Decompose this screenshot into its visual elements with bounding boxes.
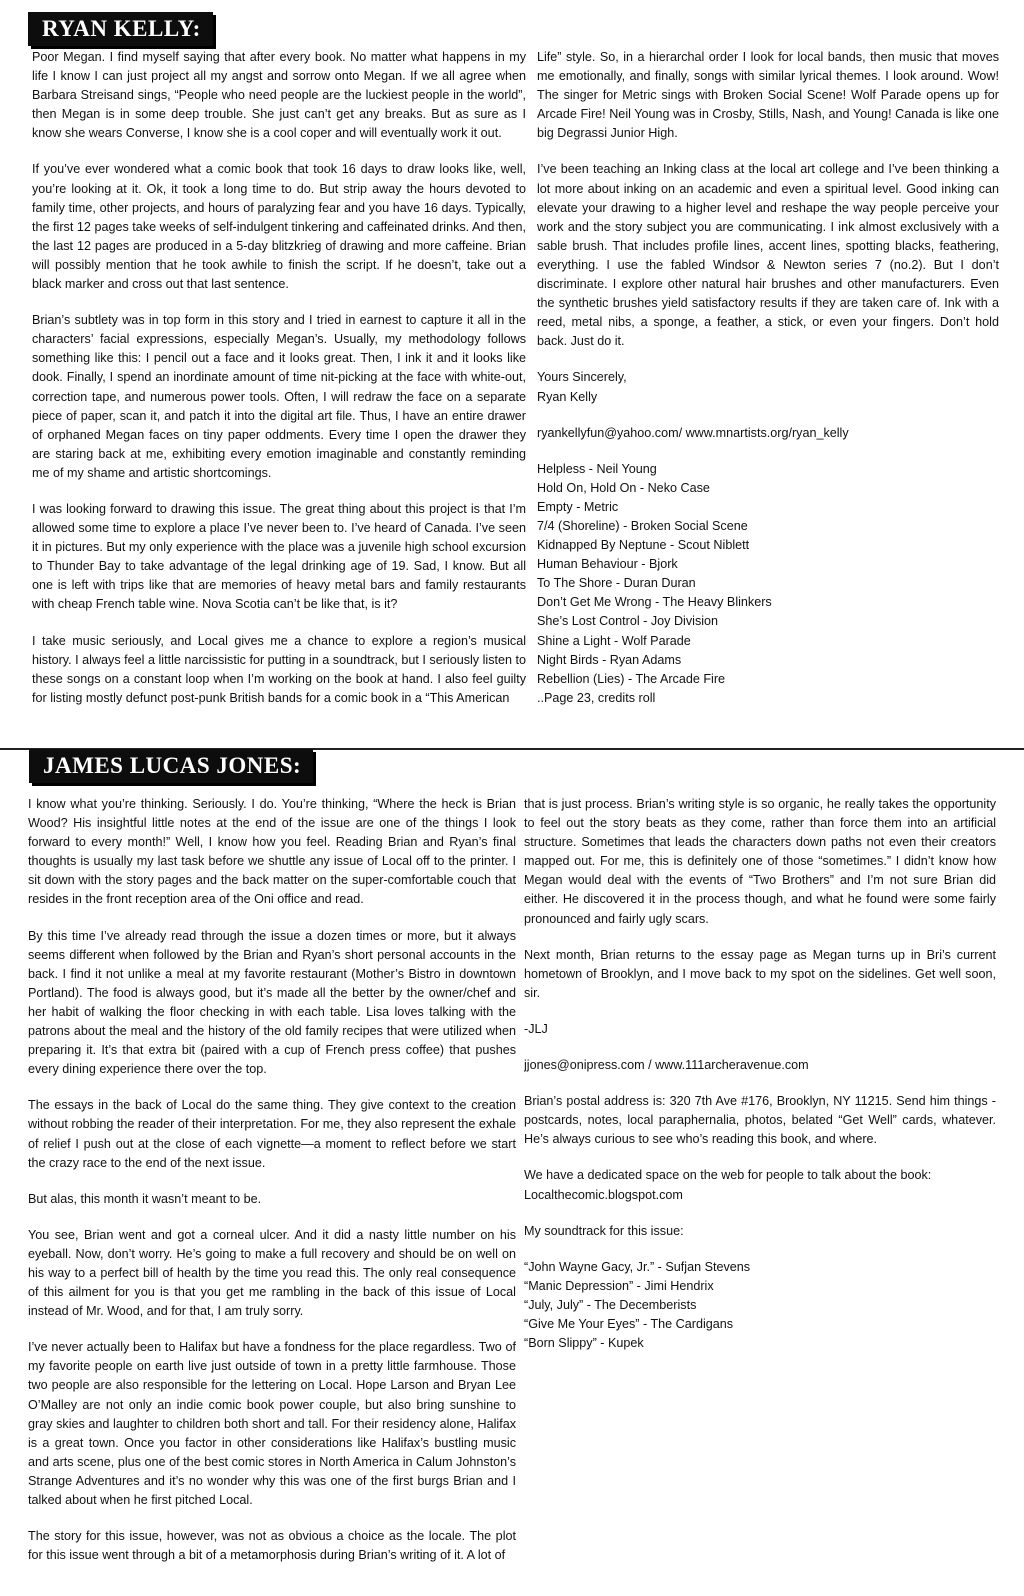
soundtrack-item: Shine a Light - Wolf Parade (537, 633, 691, 648)
soundtrack-item: Don’t Get Me Wrong - The Heavy Blinkers (537, 595, 772, 610)
soundtrack-item: “Born Slippy” - Kupek (524, 1336, 644, 1351)
soundtrack-item: ..Page 23, credits roll (537, 690, 656, 705)
soundtrack-item: “Give Me Your Eyes” - The Cardigans (524, 1316, 734, 1331)
ryan-kelly-section (0, 0, 1024, 740)
web-intro: We have a dedicated space on the web for people to talk about the book: (524, 1168, 932, 1183)
james-soundtrack-intro: My soundtrack for this issue: (524, 1223, 684, 1238)
james-paragraph: Next month, Brian returns to the essay page as Megan turns up in Bri’s current hometown of Brooklyn, and I move back to my spot on the sidelines. Get well soon, sir. (524, 947, 996, 1000)
postal-address: Brian’s postal address is: 320 7th Ave #176, Brooklyn, NY 11215. Send him things - postcards, notes, local paraphernalia, photos, belated “Get Well” cards, whatever. He’s always curious to see who’s reading this book, and where. (524, 1094, 996, 1147)
james-lucas-jones-section (0, 740, 1024, 1596)
ryan-paragraph: I was looking forward to drawing this issue. The great thing about this project is that I’m allowed some time to explore a place I’ve never been to. I’ve heard of Canada. I’ve seen it in pictures. But my only experience with the place was a juvenile high school excursion to Thunder Bay to take advantage of the legal drinking age of 19. Sad, I know. But all one is left with trips like that are memories of heavy metal bars and family restaurants with cheap French table wine. Nova Scotia can’t be like that, is it? (32, 501, 526, 612)
james-paragraph: You see, Brian went and got a corneal ulcer. And it did a nasty little number on his eyeball. Now, don’t worry. He’s going to make a full recovery and should be on well on his way to a perfect bill of health by the time you read this. The only real consequence of this ailment for you is that you get me rambling in the back of this issue of Local instead of Mr. Wood, and for that, I am truly sorry. (28, 1227, 516, 1319)
james-paragraph: I know what you’re thinking. Seriously. I do. You’re thinking, “Where the heck is Brian Wood? His insightful little notes at the end of the issue are one of the things I look forward to every month!” Well, I know how you feel. Reading Brian and Ryan’s final thoughts is usually my last task before we shuttle any issue of Local off to the printer. I sit down with the story pages and the back matter on the super-comfortable couch that resides in the front reception area of the Oni office and read. (28, 797, 516, 907)
ryan-contact-link[interactable]: ryankellyfun@yahoo.com/ www.mnartists.org/ryan_kelly (537, 425, 849, 440)
james-paragraph: I’ve never actually been to Halifax but have a fondness for the place regardless. Two of my favorite people on earth live just outside of town in a pretty little farmhouse. Those two people are also responsible for the lettering on Local. Hope Larson and Bryan Lee O’Malley are not only an indie comic book power couple, but also bring sunshine to gray skies and laughter to children both short and tall. For their residency alone, Halifax is a great town. Once you factor in other considerations like Halifax’s bustling music and arts scene, plus one of the best comic stores in North America in Calum Johnston’s Strange Adventures and it’s no wonder why this was one of the first burgs Brian and I talked about when he first pitched Local. (28, 1340, 516, 1507)
james-left-column (28, 795, 516, 1593)
james-paragraph: But alas, this month it wasn’t meant to be. (28, 1191, 262, 1206)
ryan-soundtrack-list (537, 460, 999, 708)
web-space (524, 1166, 996, 1204)
james-paragraph: The essays in the back of Local do the same thing. They give context to the creation without robbing the reader of their interpretation. For me, they also represent the exhale of relief I push out at the close of each vignette—a moment to reflect before we start the crazy race to the end of the next issue. (28, 1098, 516, 1170)
james-paragraph: that is just process. Brian’s writing style is so organic, he really takes the opportunity to feel out the story beats as they come, rather than force them into an artificial structure. Sometimes that leads the characters down paths not even their creators mapped out. For me, this is definitely one of those “sometimes.” I didn’t know how Megan would deal with the events of “Two Brothers” and I’m not sure Brian did either. He discovered it in the process though, and what he found were some fairly pronounced and fairly ugly scars. (524, 797, 996, 926)
soundtrack-item: Empty - Metric (537, 499, 619, 514)
ryan-left-column (32, 48, 526, 738)
soundtrack-item: Helpless - Neil Young (537, 461, 657, 476)
soundtrack-item: “Manic Depression” - Jimi Hendrix (524, 1278, 714, 1293)
soundtrack-item: She’s Lost Control - Joy Division (537, 614, 719, 629)
james-contact-link[interactable]: jjones@onipress.com / www.111archeravenue.com (524, 1058, 809, 1073)
james-lucas-jones-heading (29, 749, 313, 783)
soundtrack-item: 7/4 (Shoreline) - Broken Social Scene (537, 518, 748, 533)
ryan-paragraph: I’ve been teaching an Inking class at the local art college and I’ve been thinking a lot more about inking on an academic and even a spiritual level. Good inking can elevate your drawing to a higher level and reshape the way people perceive your work and the story subject you are communicating. I ink almost exclusively with a sable brush. That includes profile lines, accent lines, spotting blacks, feathering, everything. I use the fabled Windsor & Newton series 7 (no.2). But I don’t discriminate. I explore other natural hair brushes and other manufacturers. Even the synthetic brushes yield satisfactory results if they are taken care of. Ink with a reed, metal nibs, a sponge, a feather, a stick, or even your fingers. Don’t hold back. Just do it. (537, 162, 999, 349)
james-paragraph: The story for this issue, however, was not as obvious a choice as the locale. The plot for this issue went through a bit of a metamorphosis during Brian’s writing of it. A lot of (28, 1529, 516, 1563)
soundtrack-item: To The Shore - Duran Duran (537, 576, 696, 591)
james-soundtrack-list (524, 1258, 996, 1353)
soundtrack-item: “July, July” - The Decemberists (524, 1297, 697, 1312)
web-url-link[interactable]: Localthecomic.blogspot.com (524, 1187, 683, 1202)
james-right-column (524, 795, 996, 1593)
james-lucas-jones-heading-text: JAMES LUCAS JONES: (43, 753, 302, 778)
signoff-name: Ryan Kelly (537, 389, 598, 404)
ryan-paragraph: I take music seriously, and Local gives me a chance to explore a region’s musical history. I always feel a little narcissistic for putting in a soundtrack, but I seriously listen to these songs on a constant loop when I’m working on the book at hand. I also feel guilty for listing mostly defunct post-punk British bands for a comic book in a “This American (32, 633, 526, 705)
ryan-paragraph: Brian’s subtlety was in top form in this story and I tried in earnest to capture it all in the characters’ facial expressions, especially Megan’s. Usually, my methodology follows something like this: I pencil out a face and it looks great. Then, I ink it and it looks like dook. Finally, I spend an inordinate amount of time nit-picking at the face with white-out, correction tape, and numerous power tools. Often, I will redraw the face on a separate piece of paper, scan it, and patch it into the digital art file. Thus, I have an entire drawer of orphaned Megan faces on tiny paper oddments. Every time I open the drawer they are staring back at me, exhibiting every emotion imaginable and constantly reminding me of my shame and artistic shortcomings. (32, 313, 526, 480)
soundtrack-item: Rebellion (Lies) - The Arcade Fire (537, 671, 726, 686)
ryan-right-column (537, 48, 999, 738)
james-paragraph: By this time I’ve already read through the issue a dozen times or more, but it always seems different when followed by the Brian and Ryan’s short personal accounts in the back. I find it not unlike a meal at my favorite restaurant (Mother’s Bistro in downtown Portland). The food is always good, but it’s made all the better by the owner/chef and her habit of walking the floor checking in with each table. Lisa loves talking with the patrons about the meal and the history of the old family recipes that were utilized when preparing it. It’s that extra bit (paired with a cup of French press coffee) that pushes every dining experience there over the top. (28, 928, 516, 1077)
soundtrack-item: “John Wayne Gacy, Jr.” - Sufjan Stevens (524, 1259, 751, 1274)
ryan-kelly-heading-text: RYAN KELLY: (42, 16, 201, 41)
ryan-paragraph: Poor Megan. I find myself saying that after every book. No matter what happens in my life I know I can just project all my angst and sorrow onto Megan. If we all agree when Barbara Streisand sings, “People who need people are the luckiest people in the world”, then Megan is in some deep trouble. She just can’t get any breaks. But as sure as I know she wears Converse, I know she is a cool coper and will eventually work it out. (32, 50, 526, 141)
soundtrack-item: Night Birds - Ryan Adams (537, 652, 682, 667)
ryan-signoff (537, 368, 999, 406)
ryan-kelly-heading (28, 12, 213, 46)
james-signoff: -JLJ (524, 1021, 548, 1036)
soundtrack-item: Hold On, Hold On - Neko Case (537, 480, 710, 495)
ryan-paragraph: If you’ve ever wondered what a comic book that took 16 days to draw looks like, well, you’re looking at it. Ok, it took a long time to do. But strip away the hours devoted to family time, other projects, and hours of paralyzing fear and you have 16 days. Typically, the first 12 pages take weeks of self-indulgent tinkering and caffeinated drinks. And then, the last 12 pages are produced in a 5-day blitzkrieg of drawing and more caffeine. Brian will possibly mention that he took awhile to finish the script. If he doesn’t, take out a black marker and cross out that last sentence. (32, 162, 526, 292)
ryan-paragraph: Life” style. So, in a hierarchal order I look for local bands, then music that moves me emotionally, and finally, songs with similar lyrical themes. I look around. Wow! The singer for Metric sings with Broken Social Scene! Wolf Parade opens up for Arcade Fire! Neil Young was in Crosby, Stills, Nash, and Young! Canada is like one big Degrassi Junior High. (537, 50, 999, 141)
signoff-line: Yours Sincerely, (537, 370, 627, 385)
soundtrack-item: Kidnapped By Neptune - Scout Niblett (537, 538, 750, 553)
soundtrack-item: Human Behaviour - Bjork (537, 557, 678, 572)
